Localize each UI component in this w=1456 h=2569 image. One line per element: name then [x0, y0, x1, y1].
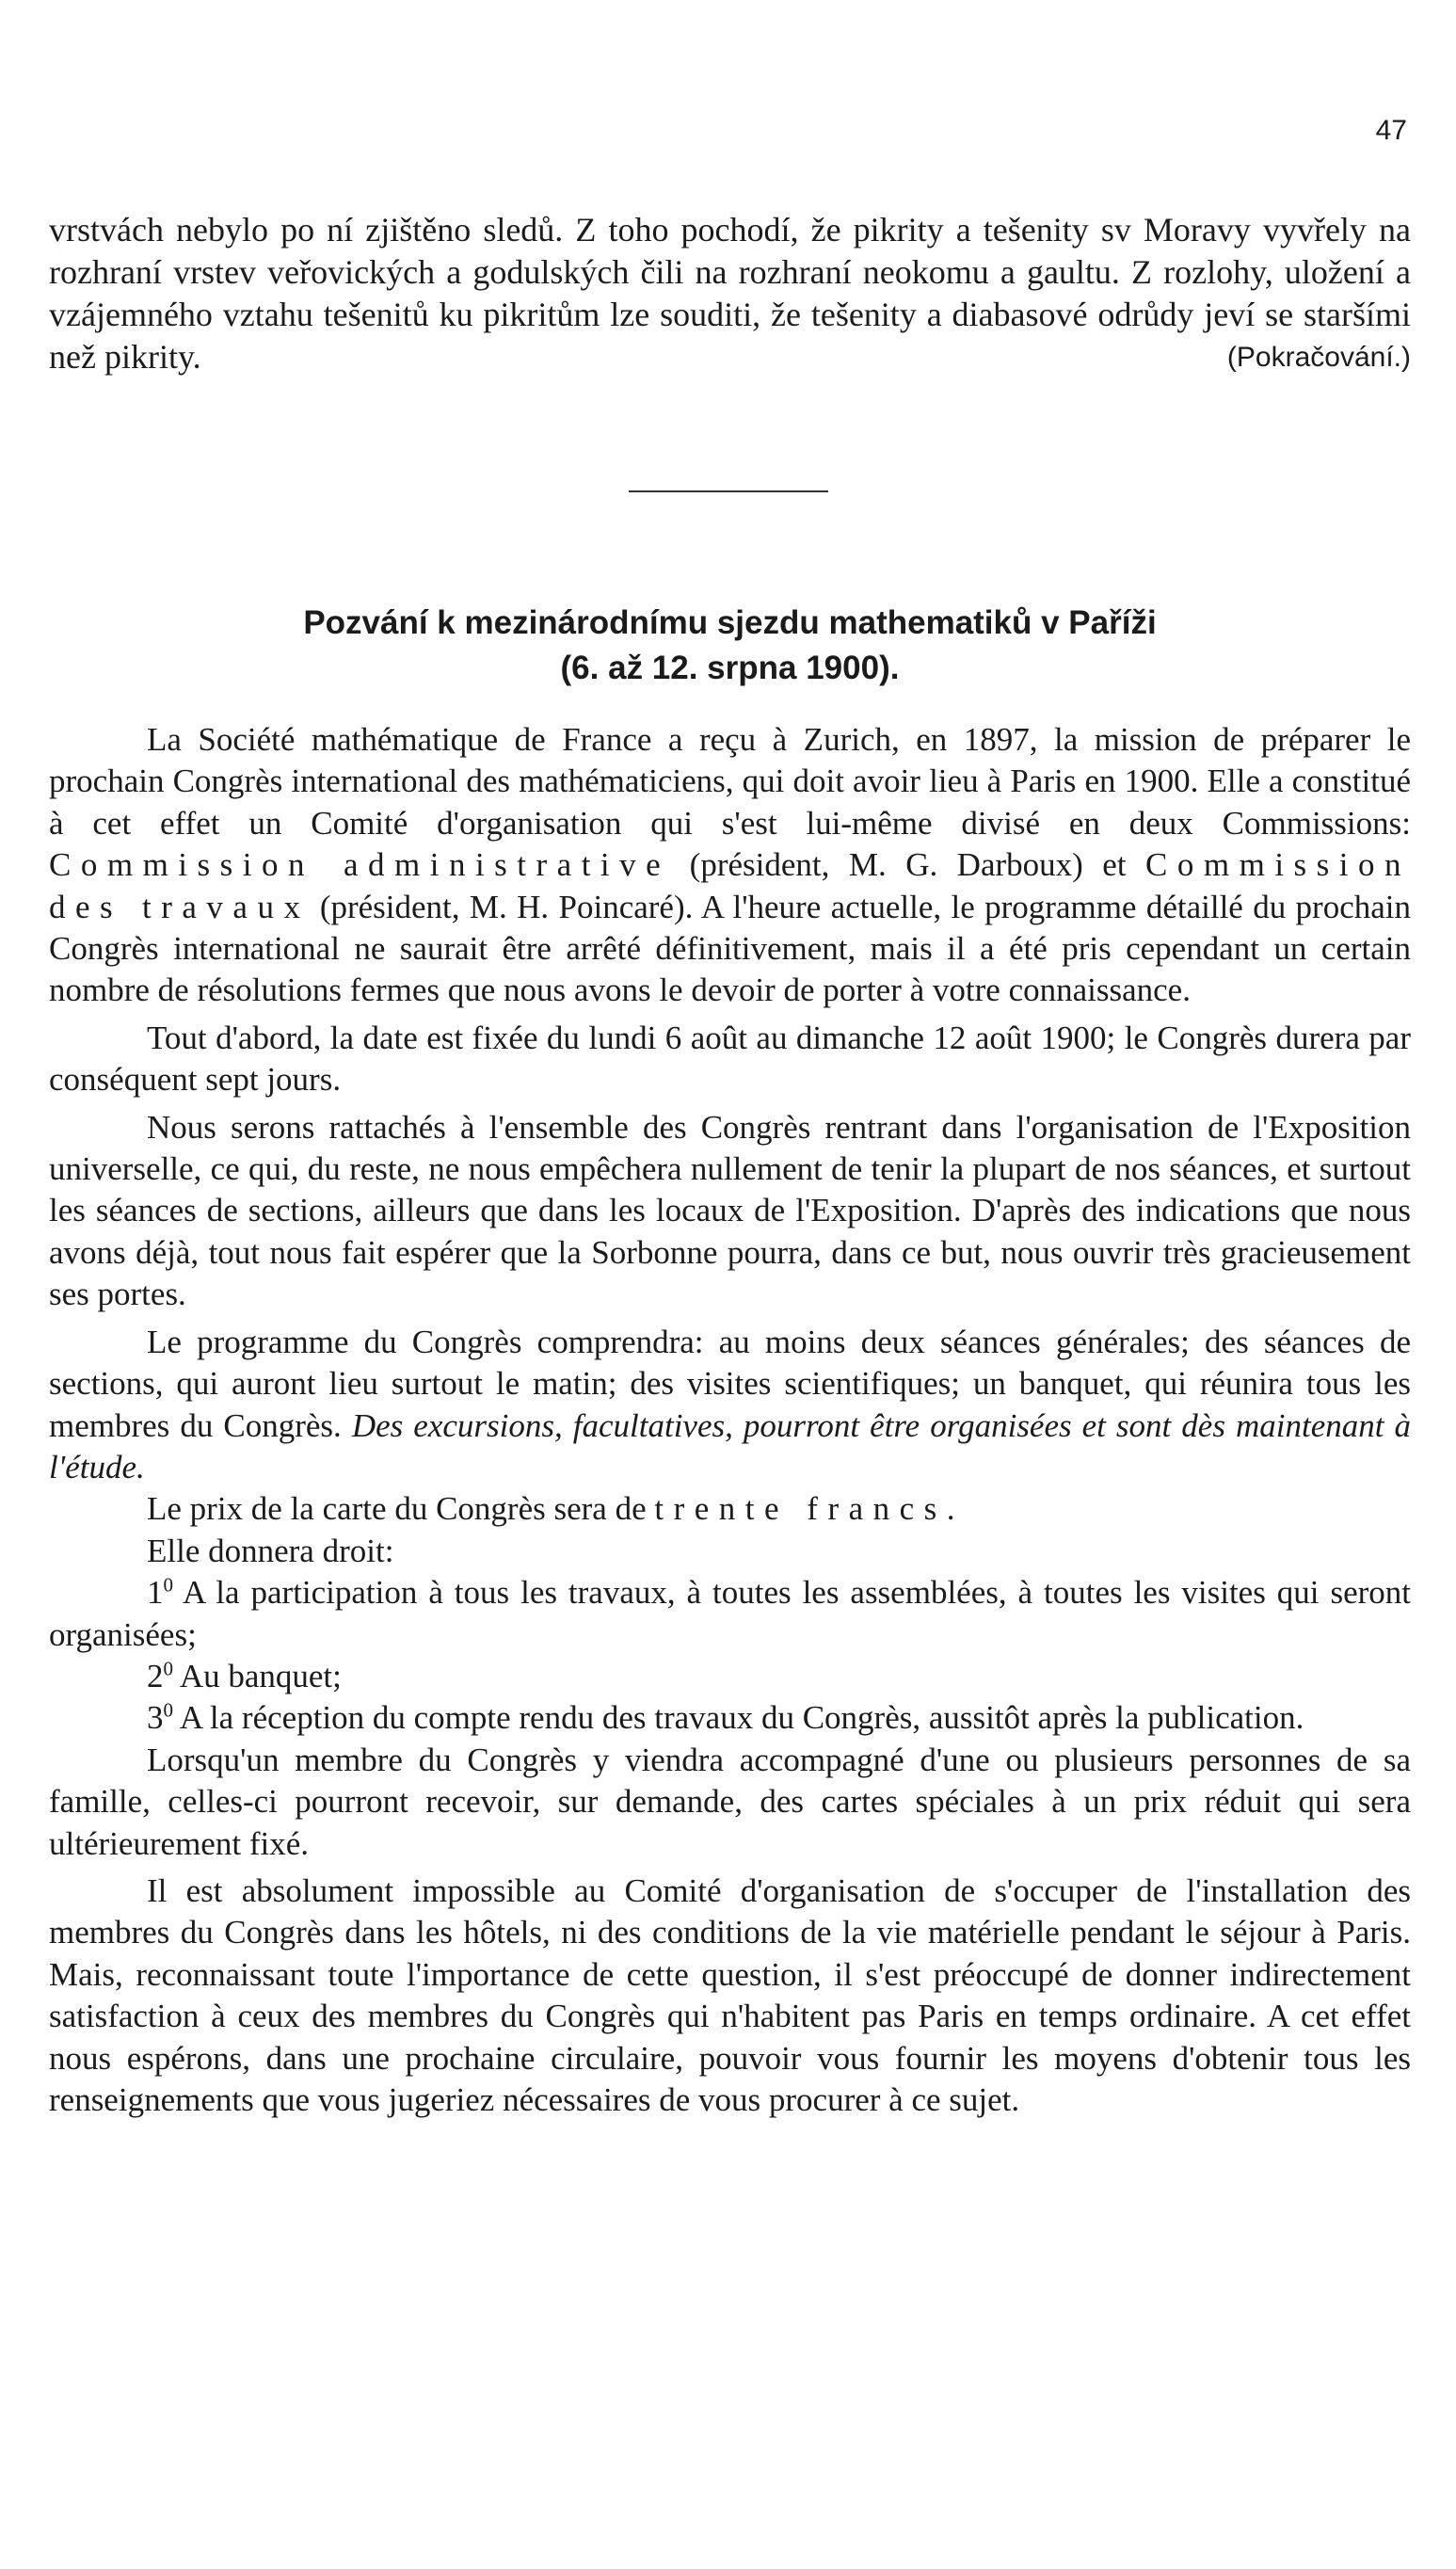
paragraph-1: La Société mathématique de France a reçu à Zurich, en 1897, la mission de préparer le prochain Congrès international des mathématiciens, qui doit avoir lieu à Paris en 1900. Elle a constitué à cet effet un Comité d'organisation qui s'est lui-même divisé en deux Commissions: Commission administrative (président, M. G. Darboux) et Commission des travaux (président, M. H. Poincaré). A l'heure actuelle, le programme détaillé du prochain Congrès international ne saurait être arrêté définitivement, mais il a été pris cependant un certain nombre de résolutions fermes que nous avons le devoir de porter à votre connaissance. [49, 721, 1412, 1009]
list-item-1: $1^0$ A la participation à tous les travaux, à toutes les assemblées, à toutes les visites qui seront organisées; [49, 1573, 1411, 1653]
section-divider [629, 490, 828, 492]
article-body [49, 714, 1411, 2121]
title-line-1: Pozvání k mezinárodnímu sjezdu mathematiků v Paříži [303, 604, 1157, 641]
paragraph-8: Il est absolument impossible au Comité d'organisation de s'occuper de l'installation des membres du Congrès dans les hôtels, ni des conditions de la vie matérielle pendant le séjour à Paris. Mais, reconnaissant toute l'importance de cette question, il s'est préoccupé de donner indirectement satisfaction à ceux des membres du Congrès qui n'habitent pas Paris en temps ordinaire. A cet effet nous espérons, dans une prochaine circulaire, pouvoir vous fournir les moyens d'obtenir tous les renseignements que vous jugeriez nécessaires de vous procurer à ce sujet. [49, 1871, 1411, 2118]
list-item-2: $2^0$ Au banquet; [147, 1657, 342, 1694]
title-line-2: (6. až 12. srpna 1900). [560, 650, 900, 686]
paragraph-5: Le prix de la carte du Congrès sera de trente francs. [147, 1490, 966, 1528]
excursions-note: Des excursions, facultatives, pourront être organisées et sont dès maintenant à l'étude. [49, 1406, 1412, 1485]
price-amount: trente francs. [654, 1490, 966, 1528]
previous-article-text: vrstvách nebylo po ní zjištěno sledů. Z toho pochodí, že pikrity a tešenity sv Moravy vyvřely na rozhraní vrstev veřovických a godulských čili na rozhraní neokomu a gaultu. Z rozlohy, uložení a vzájemného vztahu tešenitů ku pikritům lze souditi, že tešenity a diabasové odrůdy jeví se staršími než pikrity. (Pokračování.) [49, 209, 1411, 378]
page-number: 47 [1375, 115, 1407, 146]
paragraph-3: Nous serons rattachés à l'ensemble des Congrès rentrant dans l'organisation de l'Exposition universelle, ce qui, du reste, ne nous empêchera nullement de tenir la plupart de nos séances, et surtout les séances de sections, ailleurs que dans les locaux de l'Exposition. D'après des indications que nous avons déjà, tout nous fait espérer que la Sorbonne pourra, dans ce but, nous ouvrir très gracieusement ses portes. [49, 1108, 1411, 1313]
commission-administrative: Commission administrative [49, 846, 671, 884]
paragraph-4: Le programme du Congrès comprendra: au moins deux séances générales; des séances de sections, qui auront lieu surtout le matin; des visites scientifiques; un banquet, qui réunira tous les membres du Congrès. Des excursions, facultatives, pourront être organisées et sont dès maintenant à l'étude. [49, 1323, 1412, 1485]
previous-article-ending [49, 209, 1411, 378]
article-title [49, 601, 1411, 691]
continuation-note: (Pokračování.) [1226, 342, 1411, 373]
commission-des-travaux: Commission des travaux [49, 846, 1412, 925]
paragraph-2: Tout d'abord, la date est fixée du lundi 6 août au dimanche 12 août 1900; le Congrès durera par conséquent sept jours. [49, 1019, 1411, 1099]
paragraph-6: Elle donnera droit: [147, 1532, 394, 1569]
paragraph-7: Lorsqu'un membre du Congrès y viendra accompagné d'une ou plusieurs personnes de sa famille, celles-ci pourront recevoir, sur demande, des cartes spéciales à un prix réduit qui sera ultérieurement fixé. [49, 1741, 1411, 1862]
list-item-3: $3^0$ A la réception du compte rendu des travaux du Congrès, aussitôt après la publication. [147, 1698, 1304, 1737]
